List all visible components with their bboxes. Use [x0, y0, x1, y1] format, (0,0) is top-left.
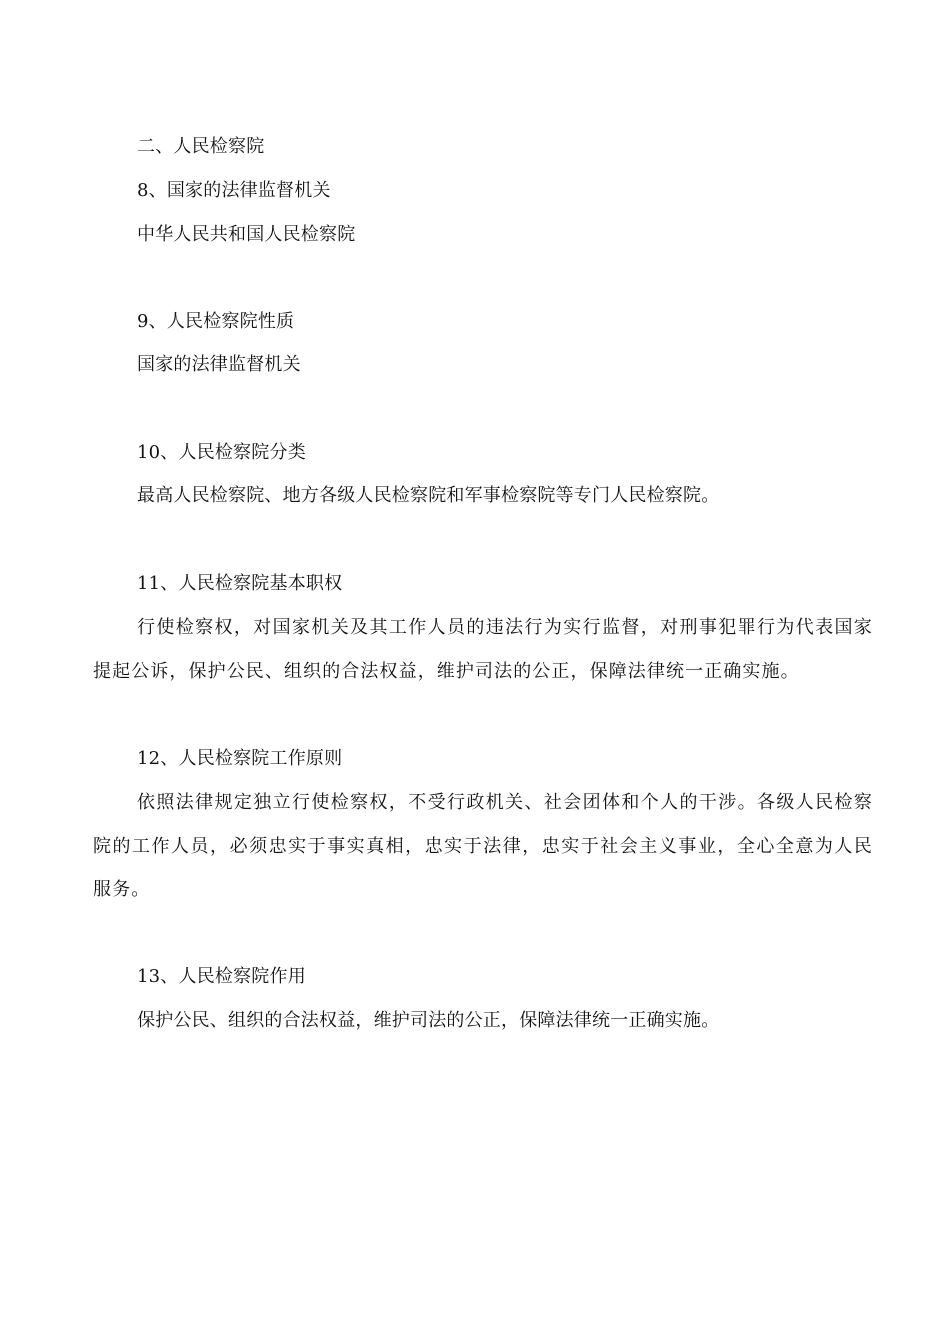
item-12-title: 12、人民检察院工作原则 [137, 748, 343, 769]
item-9-title: 9、人民检察院性质 [137, 311, 295, 332]
item-12-body: 依照法律规定独立行使检察权，不受行政机关、社会团体和个人的干涉。各级人民检察院的工作人员，必须忠实于事实真相，忠实于法律，忠实于社会主义事业，全心全意为人民服务。 [93, 792, 873, 900]
section-heading: 二、人民检察院 [137, 136, 265, 157]
item-10-body: 最高人民检察院、地方各级人民检察院和军事检察院等专门人民检察院。 [137, 485, 720, 506]
item-8-title: 8、国家的法律监督机关 [137, 180, 331, 201]
item-9-body: 国家的法律监督机关 [137, 354, 301, 375]
item-13-body: 保护公民、组织的合法权益，维护司法的公正，保障法律统一正确实施。 [137, 1010, 720, 1031]
item-8-body: 中华人民共和国人民检察院 [137, 224, 356, 245]
item-10-title: 10、人民检察院分类 [137, 442, 306, 463]
item-11-body: 行使检察权，对国家机关及其工作人员的违法行为实行监督，对刑事犯罪行为代表国家提起公诉，保护公民、组织的合法权益，维护司法的公正，保障法律统一正确实施。 [93, 617, 873, 682]
item-13-title: 13、人民检察院作用 [137, 966, 306, 987]
item-11-title: 11、人民检察院基本职权 [137, 573, 343, 594]
